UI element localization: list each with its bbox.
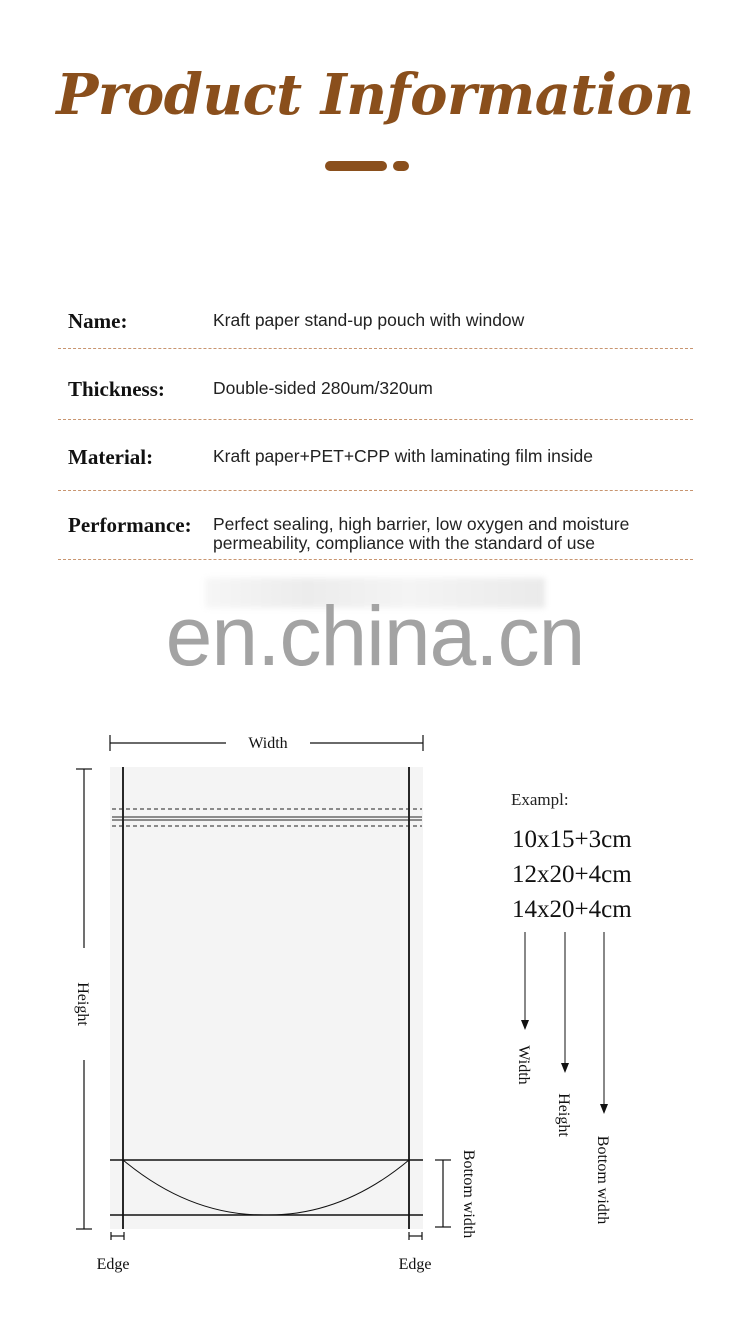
spec-label: Name: bbox=[68, 309, 128, 333]
example-size: 10x15+3cm bbox=[512, 826, 632, 853]
page-title: Product Information bbox=[56, 62, 694, 128]
spec-row-name bbox=[58, 309, 693, 349]
example-size: 12x20+4cm bbox=[512, 861, 632, 888]
width-label: Width bbox=[248, 735, 288, 752]
spec-label: Thickness: bbox=[68, 377, 165, 401]
title-accent-dot bbox=[393, 161, 409, 171]
edge-right-label: Edge bbox=[398, 1256, 432, 1273]
edge-left-label: Edge bbox=[96, 1256, 130, 1273]
spec-label: Material: bbox=[68, 445, 154, 469]
example-size: 14x20+4cm bbox=[512, 896, 632, 923]
example-label: Exampl: bbox=[511, 790, 569, 809]
legend-bottom-width: Bottom width bbox=[594, 1135, 611, 1225]
spec-value: Kraft paper stand-up pouch with window bbox=[213, 310, 525, 330]
title-accent-bar bbox=[325, 161, 387, 171]
spec-value: Kraft paper+PET+CPP with laminating film inside bbox=[213, 446, 593, 466]
legend-height: Height bbox=[555, 1093, 572, 1137]
spec-row-performance bbox=[58, 513, 693, 560]
watermark: en.china.cn bbox=[165, 589, 585, 683]
spec-label: Performance: bbox=[68, 513, 192, 537]
spec-row-thickness bbox=[58, 377, 693, 420]
spec-value: Double-sided 280um/320um bbox=[213, 378, 433, 398]
legend-width: Width bbox=[515, 1045, 532, 1085]
pouch-diagram bbox=[0, 720, 750, 1320]
bottom-width-label: Bottom width bbox=[460, 1149, 477, 1239]
spec-value: Perfect sealing, high barrier, low oxygen and moisture permeability, compliance with the standard of use bbox=[213, 514, 630, 553]
spec-row-material bbox=[58, 445, 693, 491]
height-label: Height bbox=[74, 982, 91, 1026]
